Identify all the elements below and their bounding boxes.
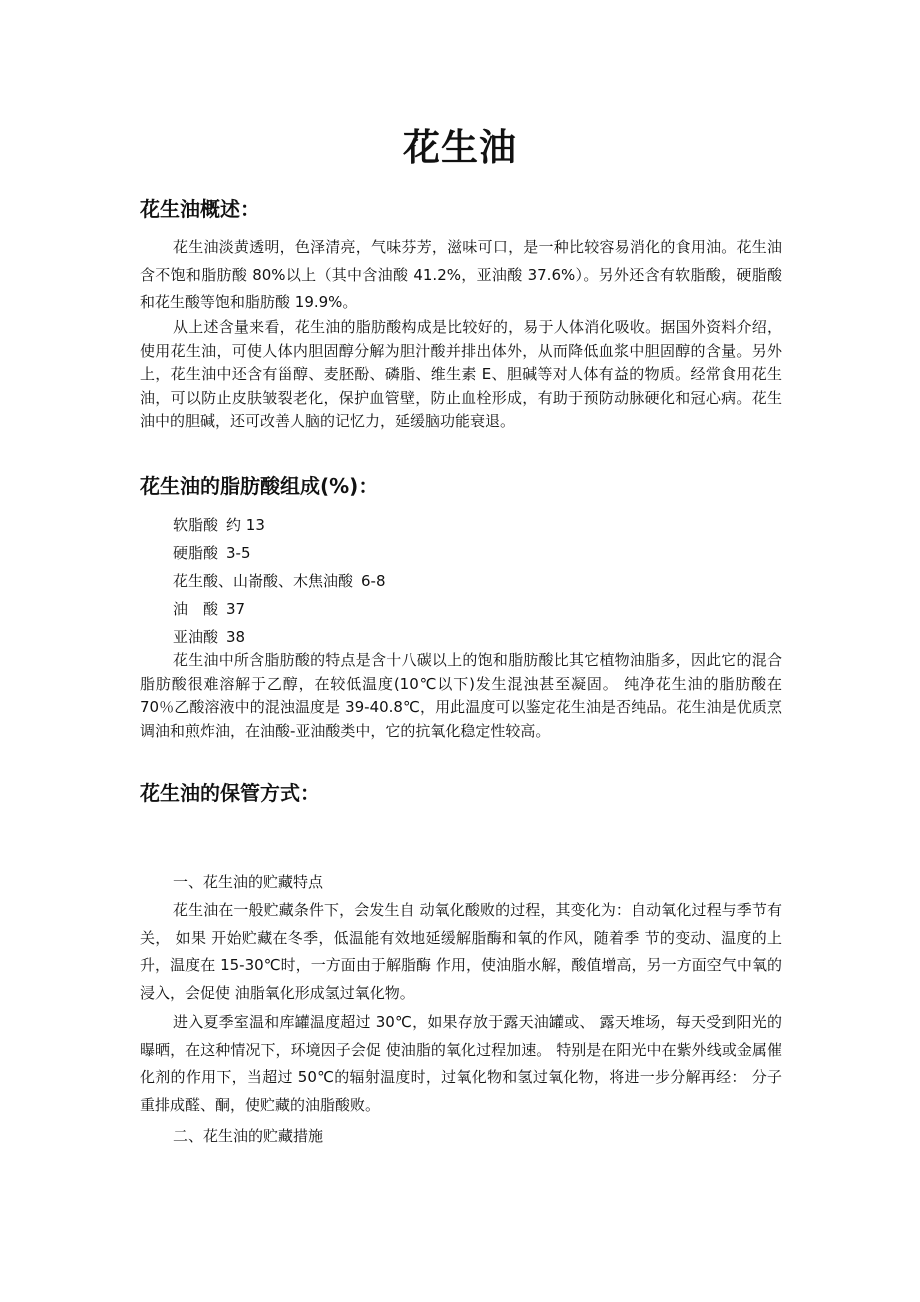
document-title: 花生油 — [403, 126, 517, 169]
fatty-acid-value: 38 — [226, 628, 246, 646]
section-heading-overview: 花生油概述： — [140, 197, 260, 221]
fatty-acid-value: 37 — [226, 600, 246, 618]
fatty-acid-name: 软脂酸 — [173, 516, 219, 534]
fatty-acid-name: 亚油酸 — [173, 628, 219, 646]
fatty-acid-value: 3-5 — [226, 544, 251, 562]
fatty-acid-value: 6-8 — [361, 572, 386, 590]
storage-subheading-2: 二、花生油的贮藏措施 — [173, 1127, 324, 1145]
fatty-acid-name: 花生酸、山嵛酸、木焦油酸 — [173, 572, 354, 590]
storage-subheading-1: 一、花生油的贮藏特点 — [173, 873, 324, 891]
overview-paragraph-1: 花生油淡黄透明，色泽清亮，气味芬芳，滋味可口，是一种比较容易消化的食用油。花生油含不饱和脂肪酸 80%以上（其中含油酸 41.2%，亚油酸 37.6%）。另外还含有软脂酸，硬脂酸和花生酸等饱和脂肪酸 19.9%。 — [140, 238, 782, 311]
fatty-acid-item — [173, 542, 251, 564]
fatty-acid-item — [173, 514, 265, 536]
fatty-acid-name: 硬脂酸 — [173, 544, 219, 562]
fatty-acid-item — [173, 570, 386, 592]
fatty-acid-name: 油 酸 — [173, 600, 219, 618]
storage-paragraph-1: 花生油在一般贮藏条件下，会发生自 动氧化酸败的过程，其变化为：自动氧化过程与季节有关， 如果 开始贮藏在冬季，低温能有效地延缓解脂酶和氧的作风，随着季 节的变动、温度的上升，温度在 15-30℃时，一方面由于解脂酶 作用，使油脂水解，酸值增高，另一方面空气中氧的浸入，会促使 油脂氧化形成氢过氧化物。 — [140, 901, 782, 1002]
section-heading-fatty-acids: 花生油的脂肪酸组成(%)： — [140, 474, 379, 498]
fatty-acid-item — [173, 626, 245, 648]
fatty-acid-value: 约 13 — [226, 516, 265, 534]
overview-paragraph-2: 从上述含量来看，花生油的脂肪酸构成是比较好的，易于人体消化吸收。据国外资料介绍，使用花生油，可使人体内胆固醇分解为胆汁酸并排出体外，从而降低血浆中胆固醇的含量。另外上，花生油中还含有甾醇、麦胚酚、磷脂、维生素 E、胆碱等对人体有益的物质。经常食用花生油，可以防止皮肤皱裂老化，保护血管壁，防止血栓形成，有助于预防动脉硬化和冠心病。花生油中的胆碱，还可改善人脑的记忆力，延缓脑功能衰退。 — [140, 318, 782, 430]
storage-paragraph-2: 进入夏季室温和库罐温度超过 30℃，如果存放于露天油罐或、 露天堆场，每天受到阳光的曝晒，在这种情况下，环境因子会促 使油脂的氧化过程加速。 特别是在阳光中在紫外线或金属催化剂的作用下，当超过 50℃的辐射温度时，过氧化物和氢过氧化物，将进一步分解再经： 分子重排成醛、酮，使贮藏的油脂酸败。 — [140, 1013, 782, 1114]
fatty-acid-item — [173, 598, 245, 620]
fatty-acids-paragraph: 花生油中所含脂肪酸的特点是含十八碳以上的饱和脂肪酸比其它植物油脂多，因此它的混合脂肪酸很难溶解于乙醇，在较低温度(10℃以下)发生混浊甚至凝固。 纯净花生油的脂肪酸在 70％乙酸溶液中的混浊温度是 39-40.8℃，用此温度可以鉴定花生油是否纯品。花生油是优质烹调油和煎炸油，在油酸-亚油酸类中，它的抗氧化稳定性较高。 — [140, 651, 782, 740]
section-heading-storage: 花生油的保管方式： — [140, 781, 320, 805]
